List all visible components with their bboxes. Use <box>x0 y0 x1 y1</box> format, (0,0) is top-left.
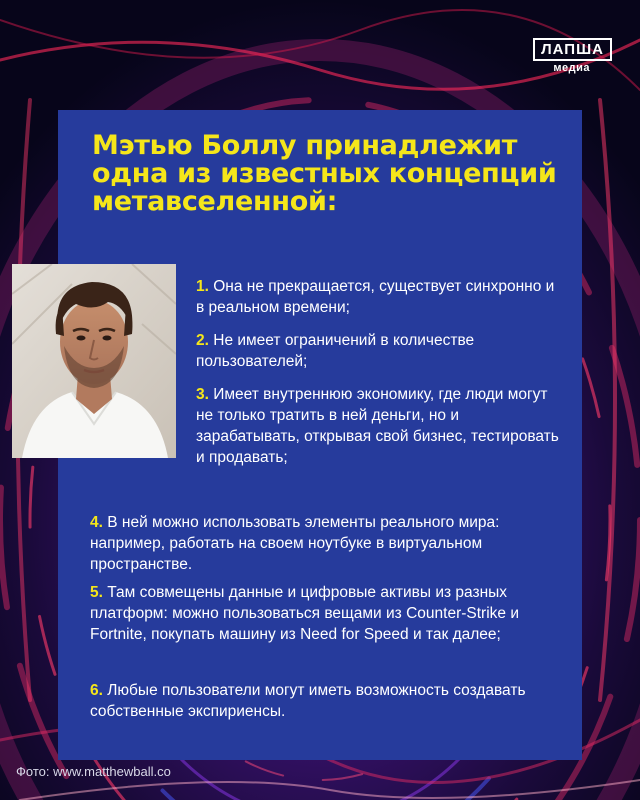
photo-credit: Фото: www.matthewball.co <box>16 764 171 779</box>
brand-logo <box>512 38 612 74</box>
item-text: Она не прекращается, существует синхронно и в реальном времени; <box>196 278 555 316</box>
list-item-6 <box>90 680 558 722</box>
logo-subtitle: медиа <box>553 62 590 74</box>
portrait-photo <box>12 264 176 458</box>
logo-wordmark: ЛАПША <box>533 38 612 61</box>
list-item-4 <box>90 512 558 575</box>
page-title: Мэтью Боллу принадлежит одна из известных концепций метавселенной: <box>92 130 557 217</box>
item-text: В ней можно использовать элементы реального мира: например, работать на своем ноутбуке в виртуальном пространстве. <box>90 514 500 573</box>
portrait-illustration <box>12 264 176 458</box>
list-item-1 <box>196 276 566 318</box>
item-number: 5. <box>90 584 103 601</box>
list-item-2 <box>196 330 566 372</box>
item-number: 2. <box>196 332 209 349</box>
list-item-5 <box>90 582 558 645</box>
item-text: Любые пользователи могут иметь возможность создавать собственные экспириенсы. <box>90 682 526 720</box>
item-number: 6. <box>90 682 103 699</box>
item-text: Имеет внутреннюю экономику, где люди могут не только тратить в ней деньги, но и зарабатывать, открывая свой бизнес, тестировать и продавать; <box>196 386 559 466</box>
item-number: 4. <box>90 514 103 531</box>
item-text: Не имеет ограничений в количестве пользователей; <box>196 332 475 370</box>
item-number: 1. <box>196 278 209 295</box>
item-text: Там совмещены данные и цифровые активы из разных платформ: можно пользоваться вещами из Counter-Strike и Fortnite, покупать машину из Need for Speed и так далее; <box>90 584 519 643</box>
list-item-3 <box>196 384 566 468</box>
item-number: 3. <box>196 386 209 403</box>
